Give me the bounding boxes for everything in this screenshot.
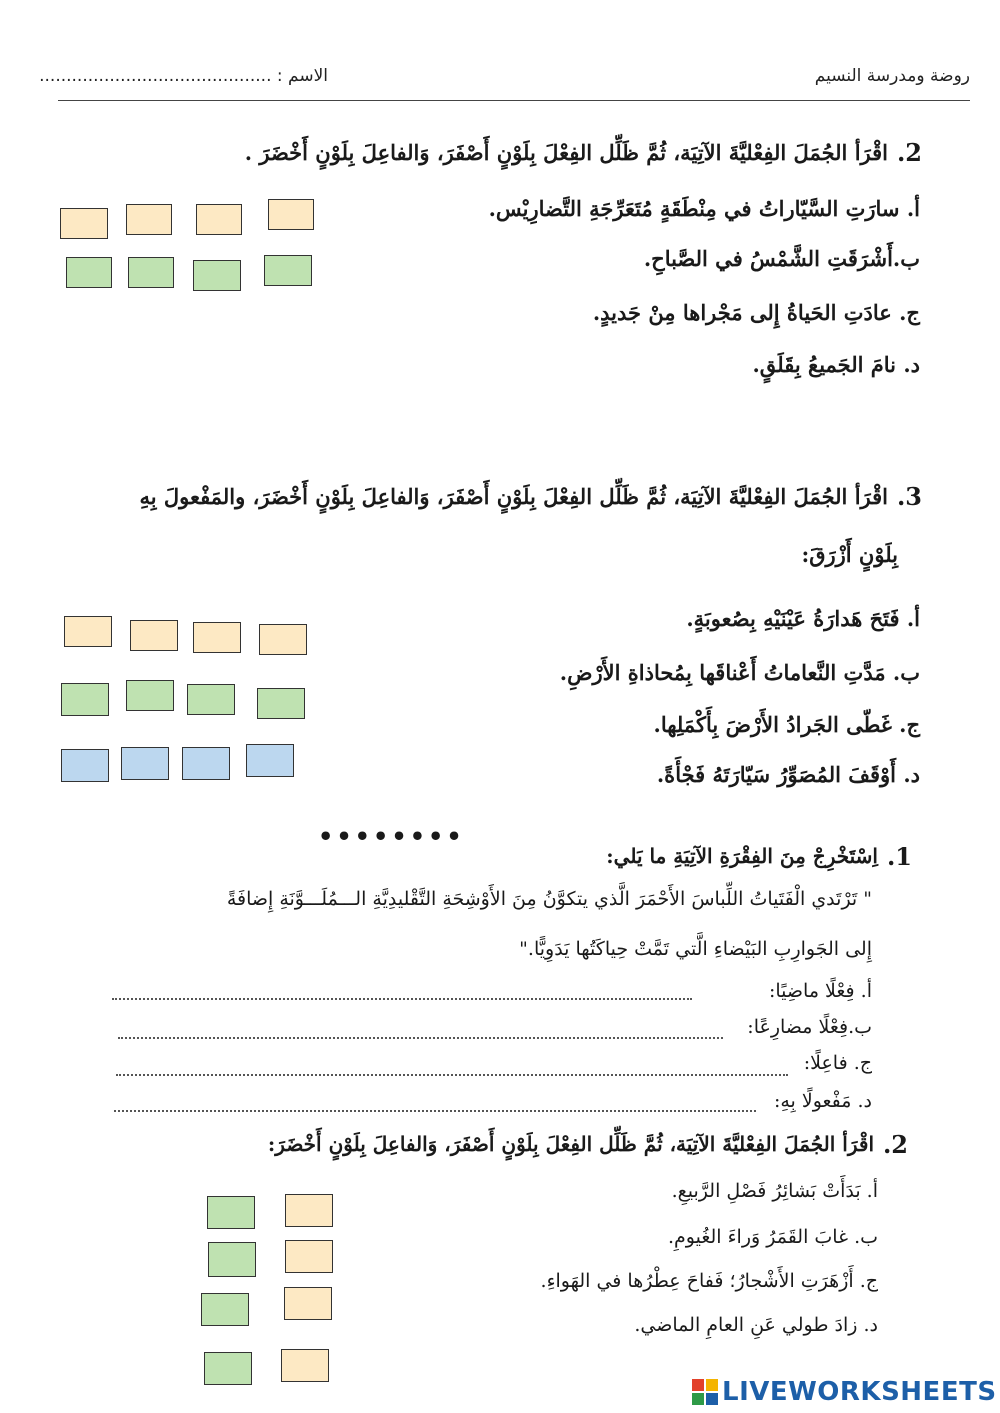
section-divider: •••••••• [318, 822, 465, 851]
sentence-4d: د. زادَ طولي عَنِ العامِ الماضي. [634, 1314, 878, 1336]
green-answer-box[interactable] [208, 1242, 256, 1277]
brand-name: LIVEWORKSHEETS [722, 1377, 997, 1407]
yellow-answer-box[interactable] [64, 616, 112, 647]
yellow-answer-box[interactable] [284, 1287, 332, 1320]
yellow-answer-box[interactable] [196, 204, 242, 235]
yellow-answer-box[interactable] [60, 208, 108, 239]
school-name: روضة ومدرسة النسيم [814, 66, 970, 86]
extract-past-verb-label: أ. فِعْلًا ماضِيًا: [768, 980, 872, 1002]
student-name-field[interactable]: الاسم : ........................................... [39, 66, 328, 86]
yellow-answer-box[interactable] [281, 1349, 329, 1382]
extract-object-label: د. مَفْعولًا بِهِ: [773, 1090, 872, 1112]
blue-answer-box[interactable] [182, 747, 230, 780]
green-answer-box[interactable] [204, 1352, 252, 1385]
answer-line-present-verb[interactable] [118, 1035, 723, 1039]
question-title-3: اقْرَأ الجُمَلَ الفِعْليَّةَ الآتِيَة، ثُمَّ ظَلِّل الفِعْلَ بِلَوْنٍ أَصْفَرَ، وَالفاعِلَ بِلَوْنٍ أَخْضَرَ، والمَفْعولَ بِهِ [139, 484, 888, 509]
question-title-1: اِسْتَخْرِجْ مِنَ الفِقْرَةِ الآتِيَةِ ما يَلي: [606, 844, 878, 868]
question-number-1: 1. [886, 842, 912, 871]
sentence-1d: د. نامَ الجَميعُ بِقَلَقٍ. [752, 352, 920, 377]
passage-line-1: " تَرْتَدي الْفَتَياتُ اللِّباسَ الأَحْمَرَ الَّذي يتكوَّنُ مِنَ الأَوْشِحَةِ التَّقْليدِيَّةِ الـــمُلَـــوَّنَةِ إِضافَةً [226, 888, 872, 910]
yellow-answer-box[interactable] [285, 1240, 333, 1273]
question-title-3-line2: بِلَوْنٍ أَزْرَقَ: [801, 542, 898, 567]
yellow-answer-box[interactable] [126, 204, 172, 235]
blue-answer-box[interactable] [246, 744, 294, 777]
answer-line-past-verb[interactable] [112, 996, 692, 1000]
sentence-4c: ج. أَزْهَرَتِ الأَشْجارُ؛ فَفاحَ عِطْرُها في الهَواءِ. [540, 1270, 878, 1292]
sentence-2c: ج. غَطّى الجَرادُ الأَرْضَ بِأَكْمَلِها. [653, 712, 920, 737]
sentence-4a: أ. بَدَأَتْ بَشائِرُ فَصْلِ الرَّبيعِ. [671, 1180, 878, 1202]
green-answer-box[interactable] [257, 688, 305, 719]
answer-line-subject[interactable] [116, 1072, 788, 1076]
passage-line-2: إِلى الجَوارِبِ البَيْضاءِ الَّتي تَمَّتْ حِياكَتُها يَدَوِيًّا." [519, 938, 872, 960]
sentence-1a: أ. سارَتِ السَّيّاراتُ في مِنْطَقَةٍ مُتَعَرِّجَةِ التَّضارِيْس. [488, 196, 920, 221]
sentence-4b: ب. غابَ القَمَرُ وَراءَ الغُيومِ. [668, 1226, 878, 1248]
green-answer-box[interactable] [207, 1196, 255, 1229]
green-answer-box[interactable] [61, 683, 109, 716]
green-answer-box[interactable] [264, 255, 312, 286]
yellow-answer-box[interactable] [130, 620, 178, 651]
logo-grid-icon [692, 1379, 718, 1405]
extract-subject-label: ج. فاعِلًا: [803, 1052, 872, 1074]
header-divider [58, 100, 970, 101]
question-number-3: 3. [896, 482, 922, 511]
answer-line-object[interactable] [114, 1108, 756, 1112]
sentence-2d: د. أَوْقَفَ المُصَوِّرُ سَيّارَتَهُ فَجْأَةً. [656, 762, 920, 787]
sentence-2a: أ. فَتَحَ هَدارَةُ عَيْنَيْهِ بِصُعوبَةٍ. [686, 606, 920, 631]
green-answer-box[interactable] [201, 1293, 249, 1326]
sentence-1c: ج. عادَتِ الحَياةُ إِلى مَجْراها مِنْ جَديدٍ. [592, 300, 920, 325]
green-answer-box[interactable] [187, 684, 235, 715]
extract-present-verb-label: ب.فِعْلًا مضارِعًا: [747, 1016, 872, 1038]
green-answer-box[interactable] [193, 260, 241, 291]
yellow-answer-box[interactable] [259, 624, 307, 655]
liveworksheets-logo [692, 1374, 997, 1410]
yellow-answer-box[interactable] [285, 1194, 333, 1227]
sentence-2b: ب. مَدَّتِ النَّعاماتُ أَعْناقَها بِمُحاذاةِ الأَرْضِ. [559, 660, 920, 685]
green-answer-box[interactable] [66, 257, 112, 288]
question-number-2b: 2. [882, 1130, 908, 1159]
question-title-2a: اقْرَأ الجُمَلَ الفِعْليَّةَ الآتِيَة، ثُمَّ ظَلِّل الفِعْلَ بِلَوْنٍ أَصْفَرَ، وَالفاعِلَ بِلَوْنٍ أَخْضَرَ . [244, 140, 888, 165]
yellow-answer-box[interactable] [268, 199, 314, 230]
question-number-2a: 2. [896, 138, 922, 167]
green-answer-box[interactable] [128, 257, 174, 288]
sentence-1b: ب.أَشْرَقَتِ الشَّمْسُ في الصَّباحِ. [643, 246, 920, 271]
blue-answer-box[interactable] [121, 747, 169, 780]
yellow-answer-box[interactable] [193, 622, 241, 653]
question-title-2b: اقْرَأ الجُمَلَ الفِعْليَّةَ الآتِيَة، ثُمَّ ظَلِّل الفِعْلَ بِلَوْنٍ أَصْفَرَ، وَالفاعِلَ بِلَوْنٍ أَخْضَرَ: [267, 1132, 874, 1156]
blue-answer-box[interactable] [61, 749, 109, 782]
green-answer-box[interactable] [126, 680, 174, 711]
